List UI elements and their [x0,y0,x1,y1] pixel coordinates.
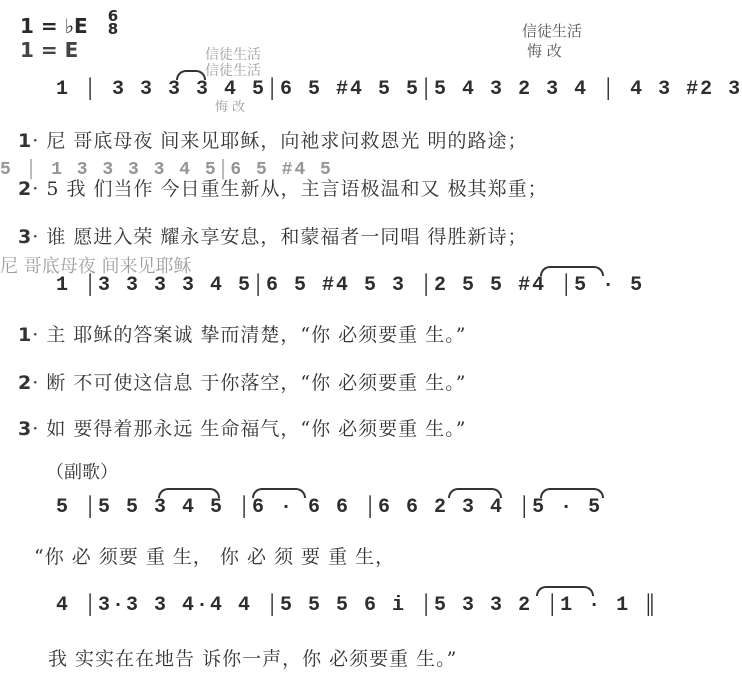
meter-bottom: 8 [107,20,119,38]
ghost-notation-1: 5 │ 1 3 3 3 3 4 5│6 5 #4 5 [0,160,333,180]
notation-line-1: 1 │ 3 3 3 3 4 5│6 5 #4 5 5│5 4 3 2 3 4 │ 4 3 #2 3 [56,78,742,101]
verse-1-line-1: 1· 尼 哥底母夜 间来见耶稣，向祂求问救恩光 明的路途； [18,130,528,152]
chorus-lyric-line-1: “你 必 须要 重 生， 你 必 须 要 重 生， [34,546,396,568]
verse-number: 2 [18,372,33,394]
chorus-label: （副歌） [46,462,118,483]
verse-number: 1 [18,324,33,346]
slur-mark [448,488,502,498]
verse-2-line-1: 2· 5 我 们当作 今日重生新从，主言语极温和又 极其郑重； [18,178,548,200]
verse-text: 如 要得着那永远 生命福气，“你 必须要重 生。” [46,418,467,440]
verse-text: 谁 愿进入荣 耀永享安息，和蒙福者一同唱 得胜新诗； [46,226,528,248]
chorus-lyric-line-2: 我 实实在在地告 诉你一声，你 必须要重 生。” [48,648,458,670]
verse-text: 断 不可使这信息 于你落空，“你 必须要重 生。” [46,372,467,394]
verse-3-line-2: 3· 如 要得着那永远 生命福气，“你 必须要重 生。” [18,418,467,440]
ghost-credit-1: 信徒生活 [205,47,261,63]
slur-mark [252,488,306,498]
lyricist-credit: 信徒生活 [522,22,583,40]
meter-top: 6 [107,7,119,25]
verse-number: 3 [18,226,33,248]
slur-mark [536,586,594,596]
notation-line-2: 1 │3 3 3 3 4 5│6 5 #4 5 3 │2 5 5 #4 │5 · 5 [56,274,645,297]
slur-mark [540,266,604,276]
slur-mark [176,70,206,80]
notation-line-3: 5 │5 5 3 4 5 │6 · 6 6 │6 6 2 3 4 │5 · 5 [56,496,603,519]
verse-number: 2 [18,178,33,200]
verse-3-line-1: 3· 谁 愿进入荣 耀永享安息，和蒙福者一同唱 得胜新诗； [18,226,528,248]
verse-text: 5 我 们当作 今日重生新从，主言语极温和又 极其郑重； [46,178,548,200]
slur-mark [158,488,220,498]
key-signature-echo: 1 = E [20,38,79,62]
notation-line-4: 4 │3·3 3 4·4 4 │5 5 5 6 i │5 3 3 2 │1 · 1 ║ [56,594,659,617]
key-signature: 1 = ♭E [20,14,88,38]
slur-mark [540,488,604,498]
verse-1-line-2: 1· 主 耶稣的答案诚 挚而清楚，“你 必须要重 生。” [18,324,467,346]
ghost-credit-3: 悔 改 [215,100,246,115]
verse-2-line-2: 2· 断 不可使这信息 于你落空，“你 必须要重 生。” [18,372,467,394]
time-signature [104,7,122,38]
verse-number: 1 [18,130,33,152]
verse-number: 3 [18,418,33,440]
reviser-credit: 悔 改 [527,42,562,60]
verse-text: 主 耶稣的答案诚 挚而清楚，“你 必须要重 生。” [46,324,467,346]
verse-text: 尼 哥底母夜 间来见耶稣，向祂求问救恩光 明的路途； [46,130,528,152]
ghost-credit-2: 信徒生活 [205,63,261,79]
ghost-lyric-1: 尼 哥底母夜 间来见耶稣 [0,256,192,277]
